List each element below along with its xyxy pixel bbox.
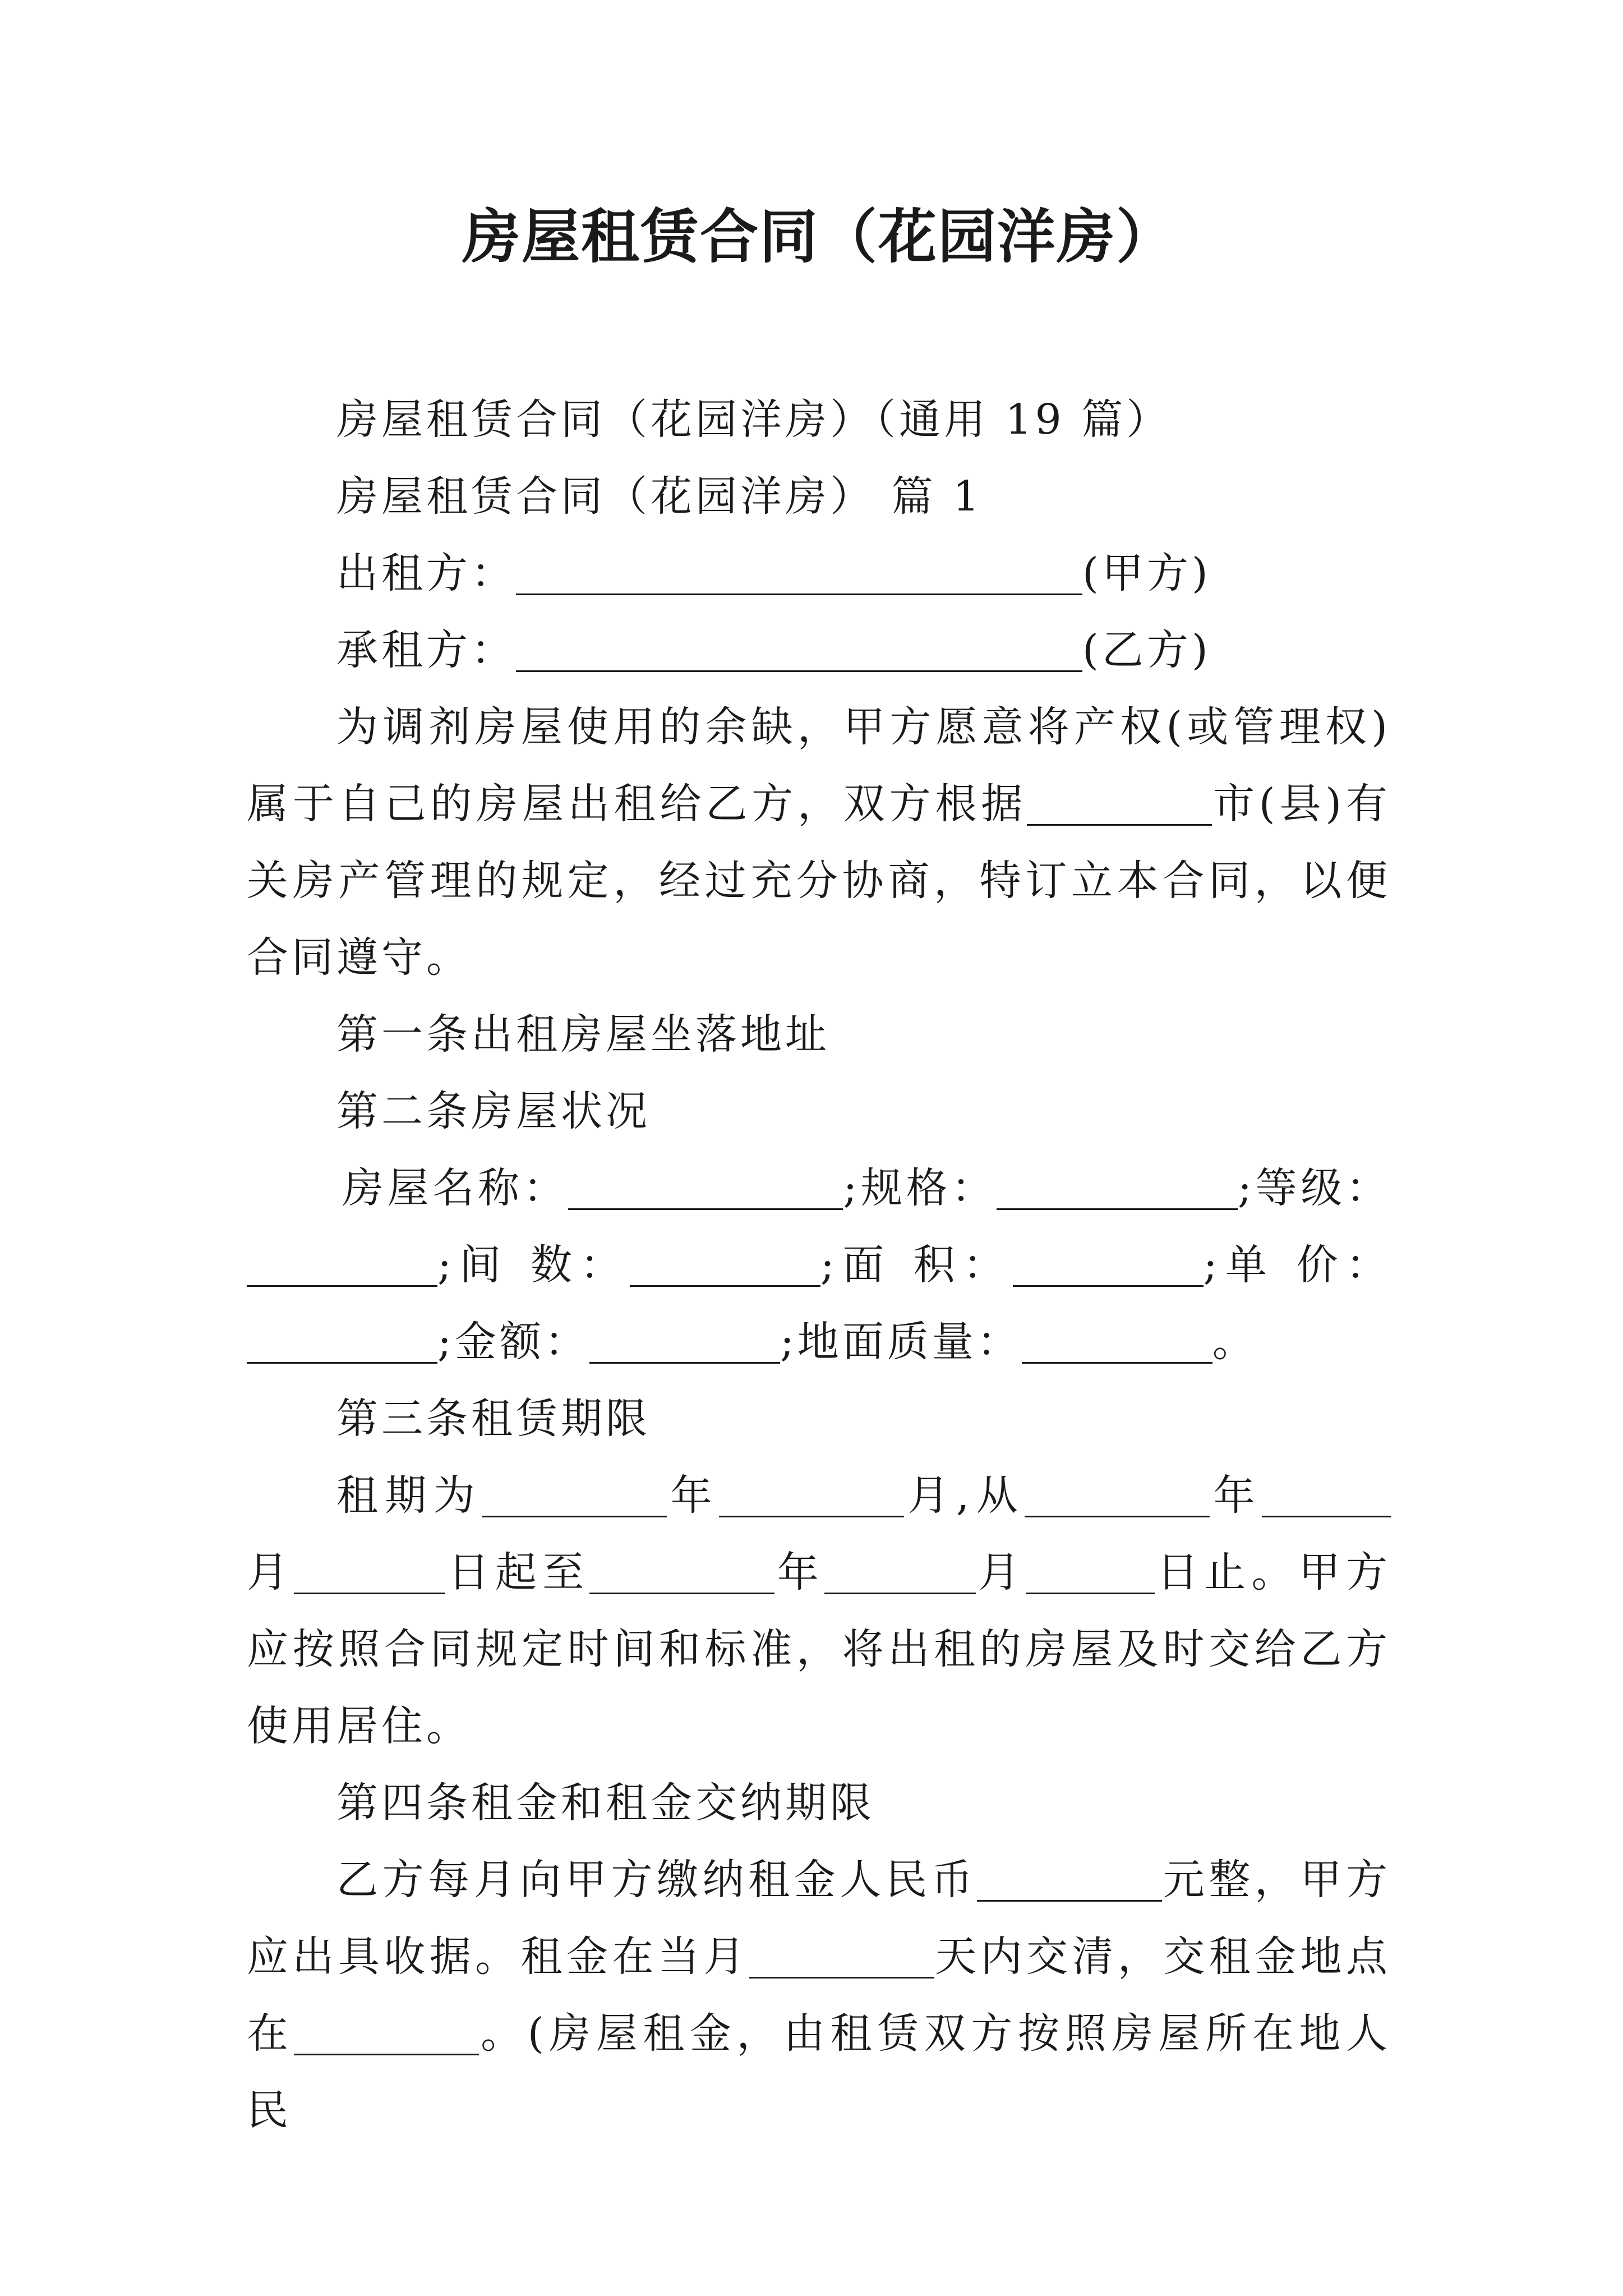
term-a: 租期为 bbox=[336, 1471, 482, 1520]
start-month-blank bbox=[1262, 1467, 1391, 1517]
house-end: 。 bbox=[1212, 1318, 1257, 1366]
rent-a: 乙方每月向甲方缴纳租金人民币 bbox=[336, 1856, 978, 1904]
intro-part1: 为调剂房屋使用的余缺，甲方愿意将产权(或管理权)属于自己的房屋出租给乙方，双方根据 bbox=[247, 703, 1391, 828]
house-spec-label: ;规格： bbox=[843, 1164, 997, 1212]
rent-c: 天内交清，交租金地点在 bbox=[247, 1932, 1391, 2058]
term-d: 年 bbox=[1210, 1471, 1262, 1520]
end-year-blank bbox=[589, 1544, 774, 1594]
house-rooms-label: ;间 数： bbox=[437, 1241, 630, 1289]
start-year-blank bbox=[1025, 1467, 1210, 1517]
house-spec-blank bbox=[997, 1160, 1238, 1210]
subtitle: 房屋租赁合同（花园洋房）（通用 19 篇） bbox=[336, 395, 1172, 444]
term-b: 年 bbox=[667, 1471, 720, 1520]
term-h: 月 bbox=[976, 1548, 1026, 1596]
house-rooms-blank bbox=[630, 1237, 820, 1287]
house-grade-blank bbox=[247, 1237, 437, 1287]
term-years-blank bbox=[482, 1467, 667, 1517]
house-price-label: ;单 价： bbox=[1203, 1241, 1391, 1289]
house-floor-label: ;地面质量： bbox=[780, 1318, 1022, 1366]
rent-paragraph bbox=[247, 1842, 1391, 2149]
lessor-label: 出租方： bbox=[336, 549, 516, 597]
intro-paragraph bbox=[247, 689, 1391, 996]
lessor-suffix: (甲方) bbox=[1082, 549, 1211, 597]
term-i: 日止。甲方应按照合同规定时间和标准，将出租的房屋及时交给乙方使用居住。 bbox=[247, 1548, 1391, 1750]
term-paragraph bbox=[247, 1457, 1391, 1765]
term-e: 月 bbox=[247, 1548, 294, 1596]
lessor-line bbox=[247, 535, 1391, 612]
end-month-blank bbox=[824, 1544, 976, 1594]
document-body bbox=[247, 381, 1391, 2149]
end-day-blank bbox=[1026, 1544, 1155, 1594]
house-price-blank bbox=[247, 1314, 437, 1364]
term-f: 日起至 bbox=[445, 1548, 590, 1596]
house-details-paragraph bbox=[247, 1150, 1391, 1381]
clause-1-heading: 第一条出租房屋坐落地址 bbox=[336, 1010, 830, 1059]
rent-place-blank bbox=[294, 2005, 479, 2055]
house-grade-label: ;等级： bbox=[1238, 1164, 1391, 1212]
lessee-blank bbox=[516, 622, 1082, 672]
house-name-label: 房屋名称： bbox=[342, 1164, 569, 1212]
rent-amount-blank bbox=[977, 1852, 1162, 1902]
lessee-suffix: (乙方) bbox=[1082, 626, 1211, 674]
start-day-blank bbox=[294, 1544, 445, 1594]
rent-days-blank bbox=[749, 1929, 934, 1978]
clause-2-heading: 第二条房屋状况 bbox=[336, 1087, 651, 1135]
house-name-blank bbox=[568, 1160, 843, 1210]
house-area-blank bbox=[1013, 1237, 1204, 1287]
rent-d: 。(房屋租金，由租赁双方按照房屋所在地人民 bbox=[247, 2009, 1391, 2134]
clause-3-heading: 第三条租赁期限 bbox=[336, 1395, 651, 1443]
lessor-blank bbox=[516, 545, 1082, 595]
city-blank bbox=[1027, 776, 1212, 826]
house-amount-label: ;金额： bbox=[437, 1318, 589, 1366]
lessee-line bbox=[247, 612, 1391, 689]
clause-4-heading: 第四条租金和租金交纳期限 bbox=[336, 1779, 875, 1827]
intro-part2: 市(县)有关房产管理的规定，经过充分协商，特订立本合同，以便合同遵守。 bbox=[247, 780, 1391, 982]
document-title: 房屋租赁合同（花园洋房） bbox=[462, 202, 1175, 271]
house-floor-blank bbox=[1022, 1314, 1212, 1364]
lessee-label: 承租方： bbox=[336, 626, 516, 674]
rent-b: 元整，甲方应出具收据。租金在当月 bbox=[247, 1856, 1391, 1981]
house-area-label: ;面 积： bbox=[820, 1241, 1013, 1289]
term-months-blank bbox=[719, 1467, 904, 1517]
article-heading: 房屋租赁合同（花园洋房） 篇 1 bbox=[336, 472, 983, 521]
house-amount-blank bbox=[589, 1314, 780, 1364]
term-g: 年 bbox=[774, 1548, 825, 1596]
term-c: 月,从 bbox=[904, 1471, 1025, 1520]
